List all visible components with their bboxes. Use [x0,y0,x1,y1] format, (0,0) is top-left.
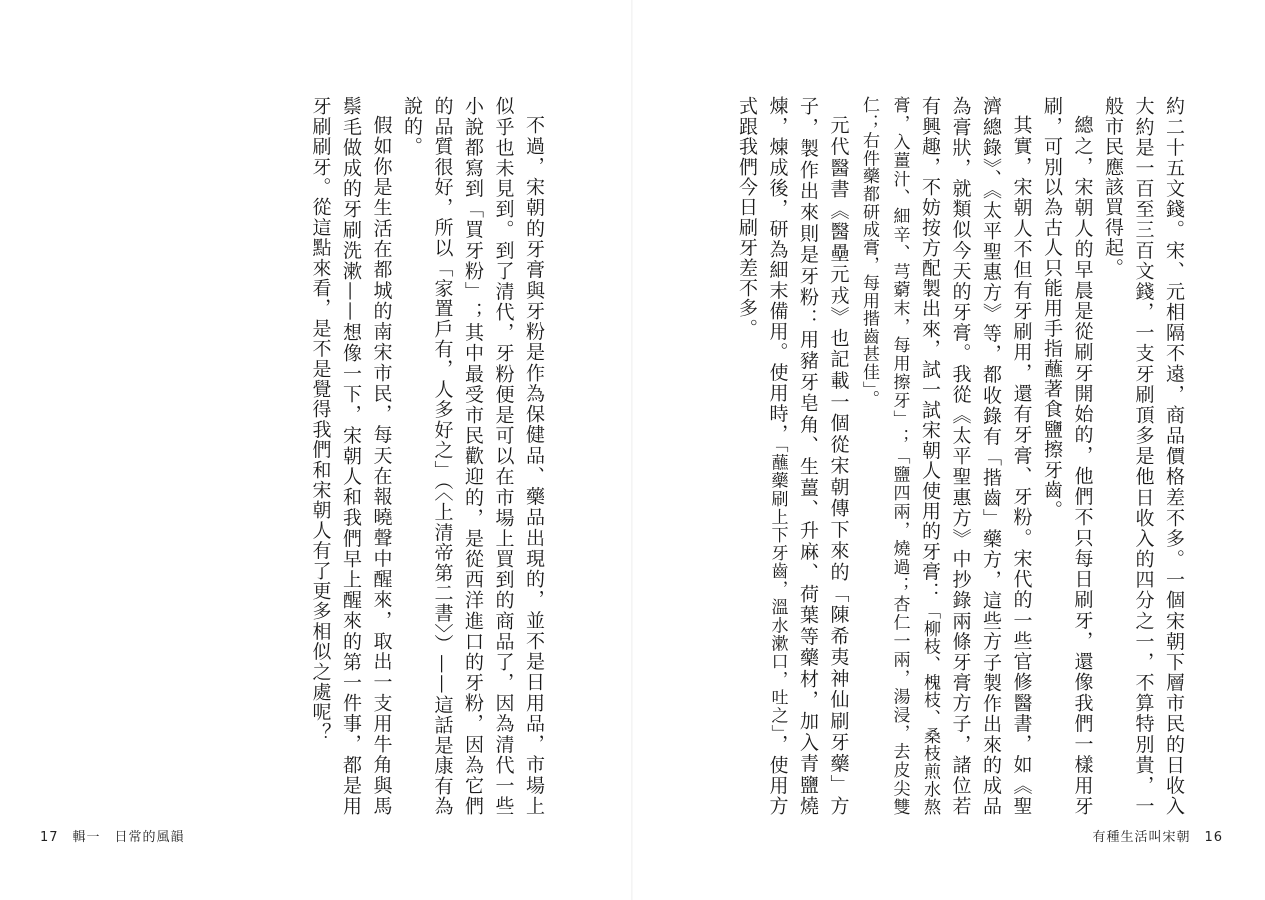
running-head: 輯一 日常的風韻 [72,830,185,845]
paragraph: 不過，宋朝的牙膏與牙粉是作為保健品、藥品出現的，並不是日用品，市場上似乎也未見到。到了清代，牙粉便是可以在市場上買到的商品了，因為清代一些小說都寫到「買牙粉」；其中最受市民歡迎的，是從西洋進口的牙粉，因為它們的品質很好，所以「家置戶有，人多好之」（〈上清帝第二書〉）——這話是康有為說的。 [401,96,545,816]
page-number: 17 [40,830,59,845]
paragraph [732,96,854,816]
left-page-body [305,96,549,816]
page-number: 16 [1204,830,1223,845]
usage-quote: 「蘸藥刷上下牙齒，溫水漱口，吐之」 [767,444,788,735]
right-page [633,0,1265,900]
right-page-body [732,96,1190,816]
recipe-quote: 「柳枝、槐枝、桑枝煎水熬膏，入薑汁、細辛、芎藭末，每用擦牙」；「鹽四兩，燒過；杏仁一兩，湯浸，去皮尖雙仁；右件藥都研成膏，每用揩齒甚佳」。 [859,96,940,816]
left-folio [40,826,185,845]
paragraph-text: ，使用方式跟我們今日刷牙差不多。 [736,96,789,816]
paragraph: 約二十五文錢。宋、元相隔不遠，商品價格差不多。一個宋朝下層市民的日收入大約是一百至三百文錢，一支牙刷頂多是他日收入的四分之一，不算特別貴，一般市民應該買得起。 [1102,96,1185,816]
paragraph-text: 元代醫書《醫壘元戎》也記載一個從宋朝傳下來的「陳希夷神仙刷牙藥」方子，製作出來則是牙粉：用豬牙皂角、生薑、升麻、荷葉等藥材，加入青鹽燒煉，煉成後，研為細末備用。使用時， [766,96,850,816]
paragraph: 總之，宋朝人的早晨是從刷牙開始的，他們不只每日刷牙，還像我們一樣用牙刷，可別以為古人只能用手指蘸著食鹽擦牙齒。 [1041,96,1094,816]
left-page [0,0,632,900]
paragraph-text: 其實，宋朝人不但有牙刷用，還有牙膏、牙粉。宋代的一些官修醫書，如《聖濟總錄》、《太平聖惠方》等，都收錄有「揩齒」藥方，這些方子製作出來的成品為膏狀，就類似今天的牙膏。我從《太平聖惠方》中抄錄兩條牙膏方子，諸位若有興趣，不妨按方配製出來，試一試宋朝人使用的牙膏： [919,96,1033,816]
running-head: 有種生活叫宋朝 [1092,830,1191,845]
right-folio [1092,826,1223,845]
paragraph: 假如你是生活在都城的南宋市民，每天在報曉聲中醒來，取出一支用牛角與馬鬃毛做成的牙刷洗漱——想像一下，宋朝人和我們早上醒來的第一件事，都是用牙刷刷牙。從這點來看，是不是覺得我們和宋朝人有了更多相似之處呢？ [309,96,393,816]
paragraph [854,96,1037,816]
